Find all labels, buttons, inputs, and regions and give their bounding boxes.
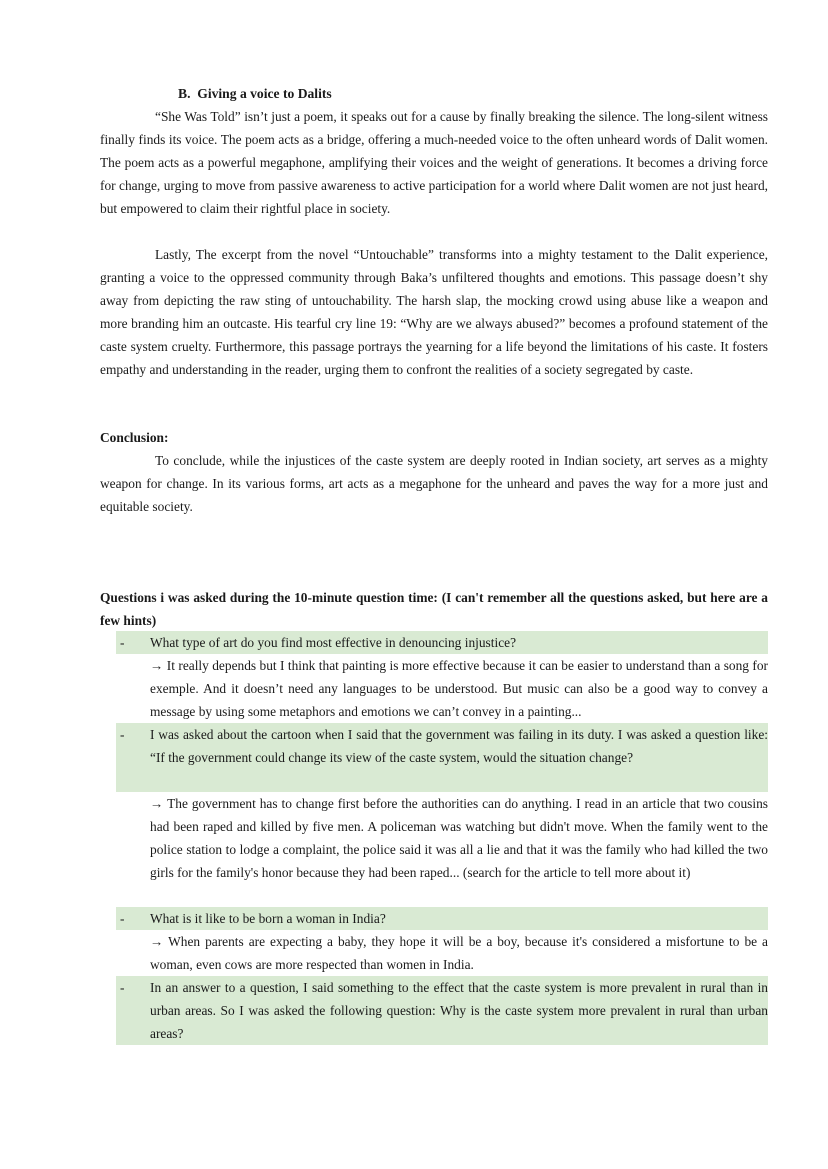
bullet-dash: - [120,911,125,926]
bullet-dash: - [120,635,125,650]
conclusion-paragraph: To conclude, while the injustices of the caste system are deeply rooted in Indian society, art serves as a mighty weapon for change. In its various forms, art acts as a megaphone for the unheard and paves the way for a more just and equitable society. [100,453,768,514]
question-item [100,631,768,654]
question-item [100,976,768,1045]
question-item [100,907,768,930]
question-text: In an answer to a question, I said something to the effect that the caste system is more prevalent in rural than in urban areas. So I was asked the following question: Why is the caste system more prevalent in rural than urban areas? [150,980,768,1041]
answer-text: → The government has to change first before the authorities can do anything. I read in an article that two cousins had been raped and killed by five men. A policeman was watching but didn't move. When the family went to the police station to lodge a complaint, the police said it was all a lie and that it was the family who had killed the two girls for the family's honor because they had been raped... (search for the article to tell more about it) [150,796,768,880]
bullet-dash: - [120,980,125,995]
answer-text: → It really depends but I think that painting is more effective because it can be easier to understand than a song for exemple. And it doesn’t need any languages to be understood. But music can also be a good way to convey a message by using some metaphors and emotions we can’t convey in a painting... [150,658,768,719]
question-text: I was asked about the cartoon when I said that the government was failing in its duty. I was asked a question like: “If the government could change its view of the caste system, would the situation change? [150,727,768,765]
section-b-paragraph-1: “She Was Told” isn’t just a poem, it speaks out for a cause by finally breaking the silence. The long-silent witness finally finds its voice. The poem acts as a bridge, offering a much-needed voice to the often unheard words of Dalit women. The poem acts as a powerful megaphone, amplifying their voices and the weight of generations. It becomes a driving force for change, urging to move from passive awareness to active participation for a world where Dalit women are not just heard, but empowered to claim their rightful place in society. [100,109,768,216]
question-text: What type of art do you find most effective in denouncing injustice? [150,635,517,650]
section-b-paragraph-2: Lastly, The excerpt from the novel “Untouchable” transforms into a mighty testament to the Dalit experience, granting a voice to the oppressed community through Baka’s unfiltered thoughts and emotions. This passage doesn’t shy away from depicting the raw sting of untouchability. The harsh slap, the mocking crowd using abuse like a weapon and more branding him an outcaste. His tearful cry line 19: “Why are we always abused?” becomes a profound statement of the caste system cruelty. Furthermore, this passage portrays the yearning for a life beyond the limitations of his caste. It fosters empathy and understanding in the reader, urging them to confront the realities of a society segregated by caste. [100,247,768,377]
question-item [100,723,768,792]
answer-text: → When parents are expecting a baby, they hope it will be a boy, because it's considered a misfortune to be a woman, even cows are more respected than women in India. [150,934,768,972]
questions-heading: Questions i was asked during the 10-minute question time: (I can't remember all the questions asked, but here are a few hints) [100,590,768,628]
conclusion-heading: Conclusion: [100,430,169,445]
question-text: What is it like to be born a woman in India? [150,911,386,926]
section-b-heading: B. Giving a voice to Dalits [178,86,332,101]
bullet-dash: - [120,727,125,742]
